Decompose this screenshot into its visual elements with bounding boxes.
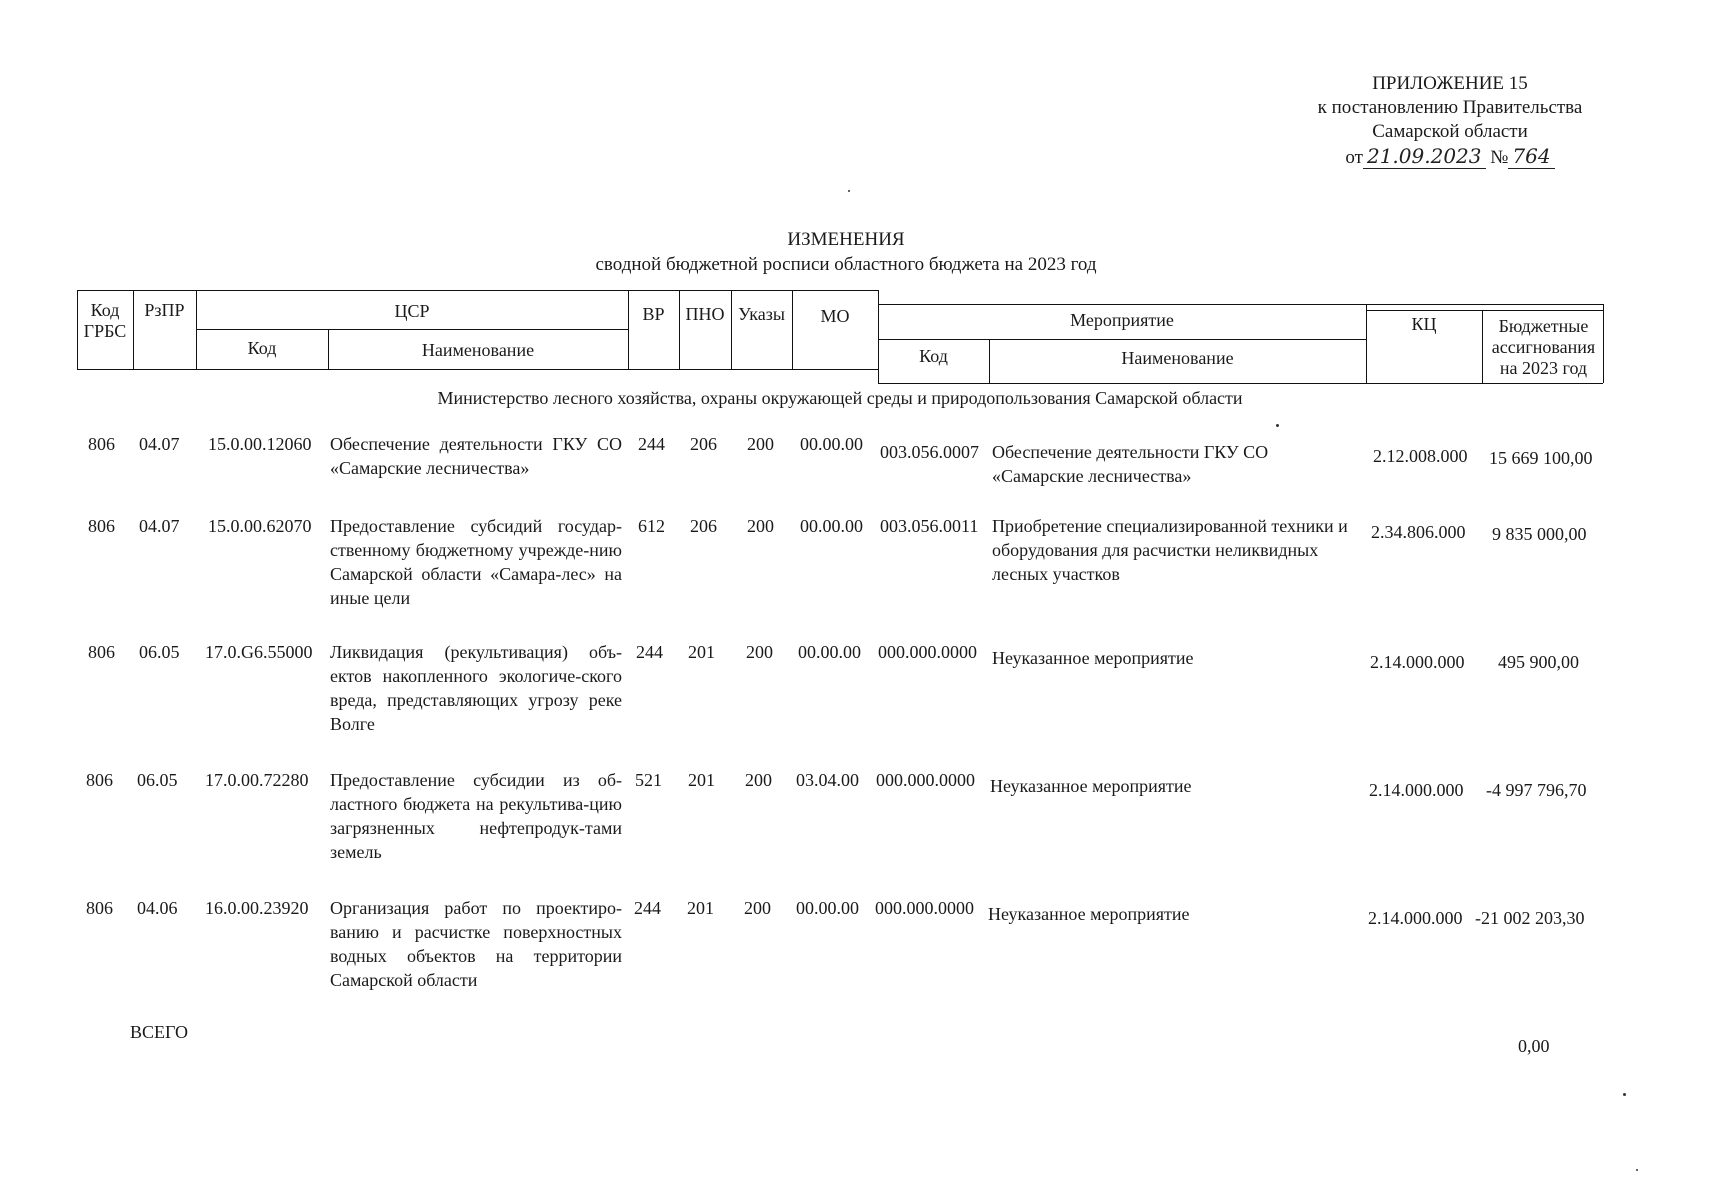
header-csr-kod: Код: [247, 338, 277, 358]
header-pno: ПНО: [685, 304, 725, 324]
scan-speck: [1276, 424, 1279, 427]
cell-mo: 00.00.00: [800, 516, 863, 536]
total-value: 0,00: [1518, 1036, 1550, 1056]
cell-amount: 15 669 100,00: [1489, 448, 1593, 468]
header-mer-kod: Код: [919, 346, 948, 366]
cell-ukazy: 200: [746, 642, 773, 662]
appendix-block: [1290, 72, 1610, 170]
cell-amount: -21 002 203,30: [1475, 908, 1585, 928]
cell-kc: 2.12.008.000: [1373, 446, 1468, 466]
cell-mer-kod: 000.000.0000: [878, 642, 977, 662]
cell-ukazy: 200: [747, 516, 774, 536]
cell-mer-name: Обеспечение деятельности ГКУ СО «Самарские лесничества»: [992, 442, 1269, 486]
cell-csr-name: Организация работ по проектиро-ванию и расчистке поверхностных водных объектов на территории Самарской области: [330, 898, 622, 990]
cell-amount: 495 900,00: [1498, 652, 1579, 672]
cell-mer-kod: 003.056.0007: [880, 442, 979, 462]
cell-csr-kod: 16.0.00.23920: [205, 898, 309, 918]
cell-mer-name: Неуказанное мероприятие: [990, 776, 1192, 796]
cell-rzpr: 06.05: [137, 770, 178, 790]
cell-ukazy: 200: [744, 898, 771, 918]
cell-kc: 2.14.000.000: [1368, 908, 1463, 928]
header-kc: КЦ: [1411, 314, 1437, 334]
header-csr-name: Наименование: [421, 340, 535, 360]
header-csr: ЦСР: [394, 301, 430, 321]
appendix-date-line: [1290, 144, 1610, 170]
cell-kc: 2.34.806.000: [1371, 522, 1466, 542]
cell-grbs: 806: [88, 516, 115, 536]
scan-speck: [1623, 1093, 1626, 1096]
cell-mo: 03.04.00: [796, 770, 859, 790]
header-mer-name: Наименование: [1121, 348, 1234, 368]
cell-ukazy: 200: [747, 434, 774, 454]
total-label: ВСЕГО: [130, 1022, 188, 1042]
cell-rzpr: 04.06: [137, 898, 178, 918]
appendix-line-2: к постановлению Правительства: [1317, 97, 1583, 118]
header-ukazy: Указы: [738, 304, 785, 324]
document-subtitle: сводной бюджетной росписи областного бюджета на 2023 год: [595, 254, 1097, 275]
cell-csr-name: Предоставление субсидии из об-ластного бюджета на рекультива-цию загрязненных нефтепродук-тами земель: [330, 770, 622, 862]
cell-amount: -4 997 796,70: [1486, 780, 1587, 800]
date-prefix: от: [1345, 147, 1363, 168]
cell-grbs: 806: [86, 898, 113, 918]
cell-kc: 2.14.000.000: [1369, 780, 1464, 800]
header-budget: Бюджетные ассигнования на 2023 год: [1491, 316, 1596, 378]
scan-speck: [848, 190, 850, 192]
cell-rzpr: 04.07: [139, 434, 180, 454]
handwritten-date: 21.09.2023: [1363, 144, 1486, 169]
header-vr: ВР: [642, 304, 665, 324]
cell-vr: 521: [635, 770, 662, 790]
cell-rzpr: 06.05: [139, 642, 180, 662]
cell-mer-name: Неуказанное мероприятие: [992, 648, 1194, 668]
header-kod-grbs: Код ГРБС: [83, 300, 127, 341]
cell-vr: 612: [638, 516, 665, 536]
cell-pno: 201: [688, 642, 715, 662]
cell-grbs: 806: [88, 642, 115, 662]
cell-pno: 201: [687, 898, 714, 918]
header-meropriyatie: Мероприятие: [1070, 310, 1174, 330]
cell-csr-kod: 17.0.G6.55000: [205, 642, 313, 662]
cell-mer-name: Неуказанное мероприятие: [988, 904, 1190, 924]
cell-pno: 201: [688, 770, 715, 790]
cell-vr: 244: [638, 434, 665, 454]
cell-mo: 00.00.00: [800, 434, 863, 454]
cell-csr-name: Предоставление субсидий государ-ственному бюджетному учрежде-нию Самарской области «Самара-лес» на иные цели: [330, 516, 622, 608]
cell-pno: 206: [690, 516, 717, 536]
cell-ukazy: 200: [745, 770, 772, 790]
ministry-name: Министерство лесного хозяйства, охраны окружающей среды и природопользования Самарской области: [437, 388, 1243, 408]
handwritten-number: 764: [1508, 144, 1554, 169]
appendix-title: ПРИЛОЖЕНИЕ 15: [1372, 73, 1528, 94]
document-title: ИЗМЕНЕНИЯ: [787, 229, 905, 250]
cell-amount: 9 835 000,00: [1492, 524, 1587, 544]
cell-csr-name: Обеспечение деятельности ГКУ СО «Самарские лесничества»: [330, 434, 622, 478]
cell-csr-name: Ликвидация (рекультивация) объ-ектов накопленного экологиче-ского вреда, представляющих угрозу реке Волге: [330, 642, 622, 734]
cell-vr: 244: [636, 642, 663, 662]
cell-vr: 244: [634, 898, 661, 918]
appendix-line-3: Самарской области: [1372, 121, 1528, 142]
cell-kc: 2.14.000.000: [1370, 652, 1465, 672]
cell-csr-kod: 15.0.00.62070: [208, 516, 312, 536]
cell-grbs: 806: [86, 770, 113, 790]
cell-mo: 00.00.00: [798, 642, 861, 662]
header-rzpr: РзПР: [144, 300, 185, 320]
header-mo: МО: [820, 306, 850, 326]
cell-grbs: 806: [88, 434, 115, 454]
cell-rzpr: 04.07: [139, 516, 180, 536]
cell-mer-kod: 003.056.0011: [880, 516, 979, 536]
scan-speck: [1636, 1169, 1638, 1171]
cell-mer-name: Приобретение специализированной техники и оборудования для расчистки неликвидных лесных участков: [992, 516, 1348, 584]
cell-mer-kod: 000.000.0000: [875, 898, 974, 918]
cell-pno: 206: [690, 434, 717, 454]
cell-csr-kod: 17.0.00.72280: [205, 770, 309, 790]
cell-mo: 00.00.00: [796, 898, 859, 918]
number-prefix: №: [1490, 147, 1509, 168]
cell-csr-kod: 15.0.00.12060: [208, 434, 312, 454]
cell-mer-kod: 000.000.0000: [876, 770, 975, 790]
